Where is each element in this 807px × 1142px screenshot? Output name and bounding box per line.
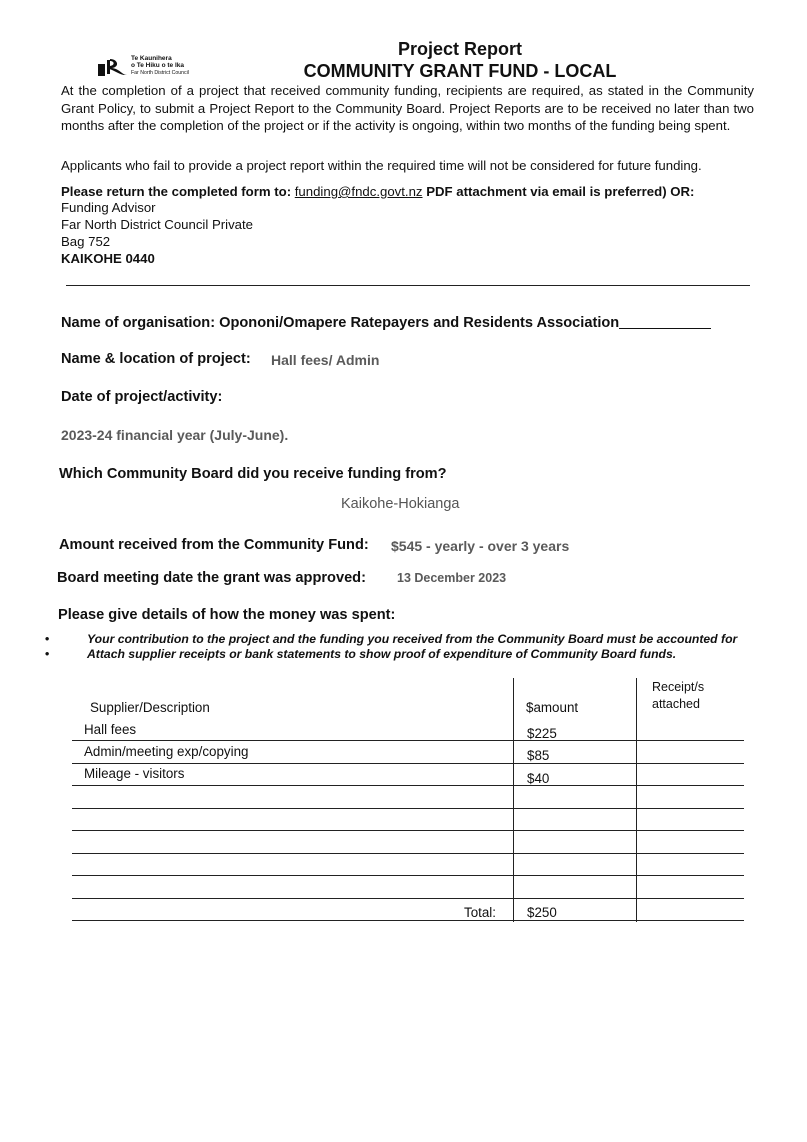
- total-value: $250: [527, 905, 557, 920]
- row-1-description: Hall fees: [84, 722, 137, 737]
- page-subtitle: COMMUNITY GRANT FUND - LOCAL: [303, 61, 617, 81]
- total-label: Total:: [464, 905, 497, 920]
- bullet-icon: •: [45, 632, 50, 646]
- row-3-description: Mileage - visitors: [84, 766, 185, 781]
- row-3-amount: $40: [527, 771, 550, 786]
- row-divider: [72, 920, 744, 921]
- organisation-blank-line: [619, 314, 711, 329]
- community-board-value[interactable]: Kaikohe-Hokianga: [341, 496, 460, 512]
- amount-label: Amount received from the Community Fund:: [59, 537, 369, 553]
- row-2-amount: $85: [527, 748, 550, 763]
- community-board-label: Which Community Board did you receive funding from?: [59, 466, 447, 482]
- warning-text: Applicants who fail to provide a project report within the required time will not be considered for future funding.: [61, 158, 702, 173]
- address-line-4: KAIKOHE 0440: [61, 251, 155, 266]
- amount-value[interactable]: $545 - yearly - over 3 years: [391, 538, 570, 554]
- bullet-text: Your contribution to the project and the funding you received from the Community Board must be accounted for: [87, 632, 738, 646]
- organisation-label: Name of organisation: Opononi/Omapere Ratepayers and Residents Association: [61, 315, 620, 331]
- logo-line-2: o Te Hiku o te Ika: [131, 62, 184, 70]
- header-amount: $amount: [526, 700, 579, 715]
- list-item: [43, 632, 737, 647]
- page-title: Project Report: [397, 39, 523, 59]
- row-1-amount: $225: [527, 726, 557, 741]
- row-2-description: Admin/meeting exp/copying: [84, 744, 249, 759]
- instructions-list: [43, 632, 737, 662]
- row-divider: [72, 898, 744, 899]
- address-line-2: Far North District Council Private: [61, 217, 253, 232]
- row-divider: [72, 808, 744, 809]
- header-receipt-attached: attached: [652, 697, 700, 711]
- return-suffix: PDF attachment via email is preferred) OR:: [426, 184, 695, 199]
- funding-email-link[interactable]: funding@fndc.govt.nz: [294, 184, 423, 199]
- organisation-field[interactable]: [61, 314, 711, 331]
- row-divider: [72, 875, 744, 876]
- date-label: Date of project/activity:: [61, 389, 223, 405]
- return-prefix: Please return the completed form to:: [61, 184, 292, 199]
- header-receipt: Receipt/s: [652, 680, 705, 694]
- project-value[interactable]: Hall fees/ Admin: [271, 352, 380, 368]
- row-divider: [72, 853, 744, 854]
- address-line-3: Bag 752: [61, 234, 111, 249]
- row-divider: [72, 763, 744, 764]
- column-divider: [513, 678, 514, 922]
- row-divider: [72, 830, 744, 831]
- meeting-date-value[interactable]: 13 December 2023: [397, 571, 507, 585]
- logo-text: [131, 55, 189, 77]
- row-divider: [72, 785, 744, 786]
- expenditure-table: [72, 678, 744, 922]
- header-supplier: Supplier/Description: [90, 700, 210, 715]
- project-label: Name & location of project:: [61, 351, 251, 367]
- return-instructions: [61, 184, 754, 199]
- bullet-icon: •: [45, 647, 50, 661]
- bullet-text: Attach supplier receipts or bank statements to show proof of expenditure of Community Board funds.: [87, 647, 677, 661]
- council-logo: [98, 55, 223, 79]
- postal-address: [61, 199, 253, 267]
- logo-line-3: Far North District Council: [131, 69, 189, 76]
- logo-line-1: Te Kaunihera: [131, 55, 172, 62]
- row-divider: [72, 740, 744, 741]
- column-divider: [636, 678, 637, 922]
- council-logo-mark-icon: [98, 58, 128, 76]
- address-line-1: Funding Advisor: [61, 200, 156, 215]
- date-value[interactable]: 2023-24 financial year (July-June).: [61, 427, 289, 443]
- section-divider: [66, 285, 750, 286]
- details-label: Please give details of how the money was spent:: [58, 607, 396, 623]
- list-item: [43, 647, 737, 662]
- intro-paragraph: At the completion of a project that received community funding, recipients are required, as stated in the Community Grant Policy, to submit a Project Report to the Community Board. Project Reports are to be received no later than two months after the completion of the project or if the activity is ongoing, within two months of the funding being spent.: [61, 83, 754, 133]
- meeting-date-label: Board meeting date the grant was approved:: [57, 570, 366, 586]
